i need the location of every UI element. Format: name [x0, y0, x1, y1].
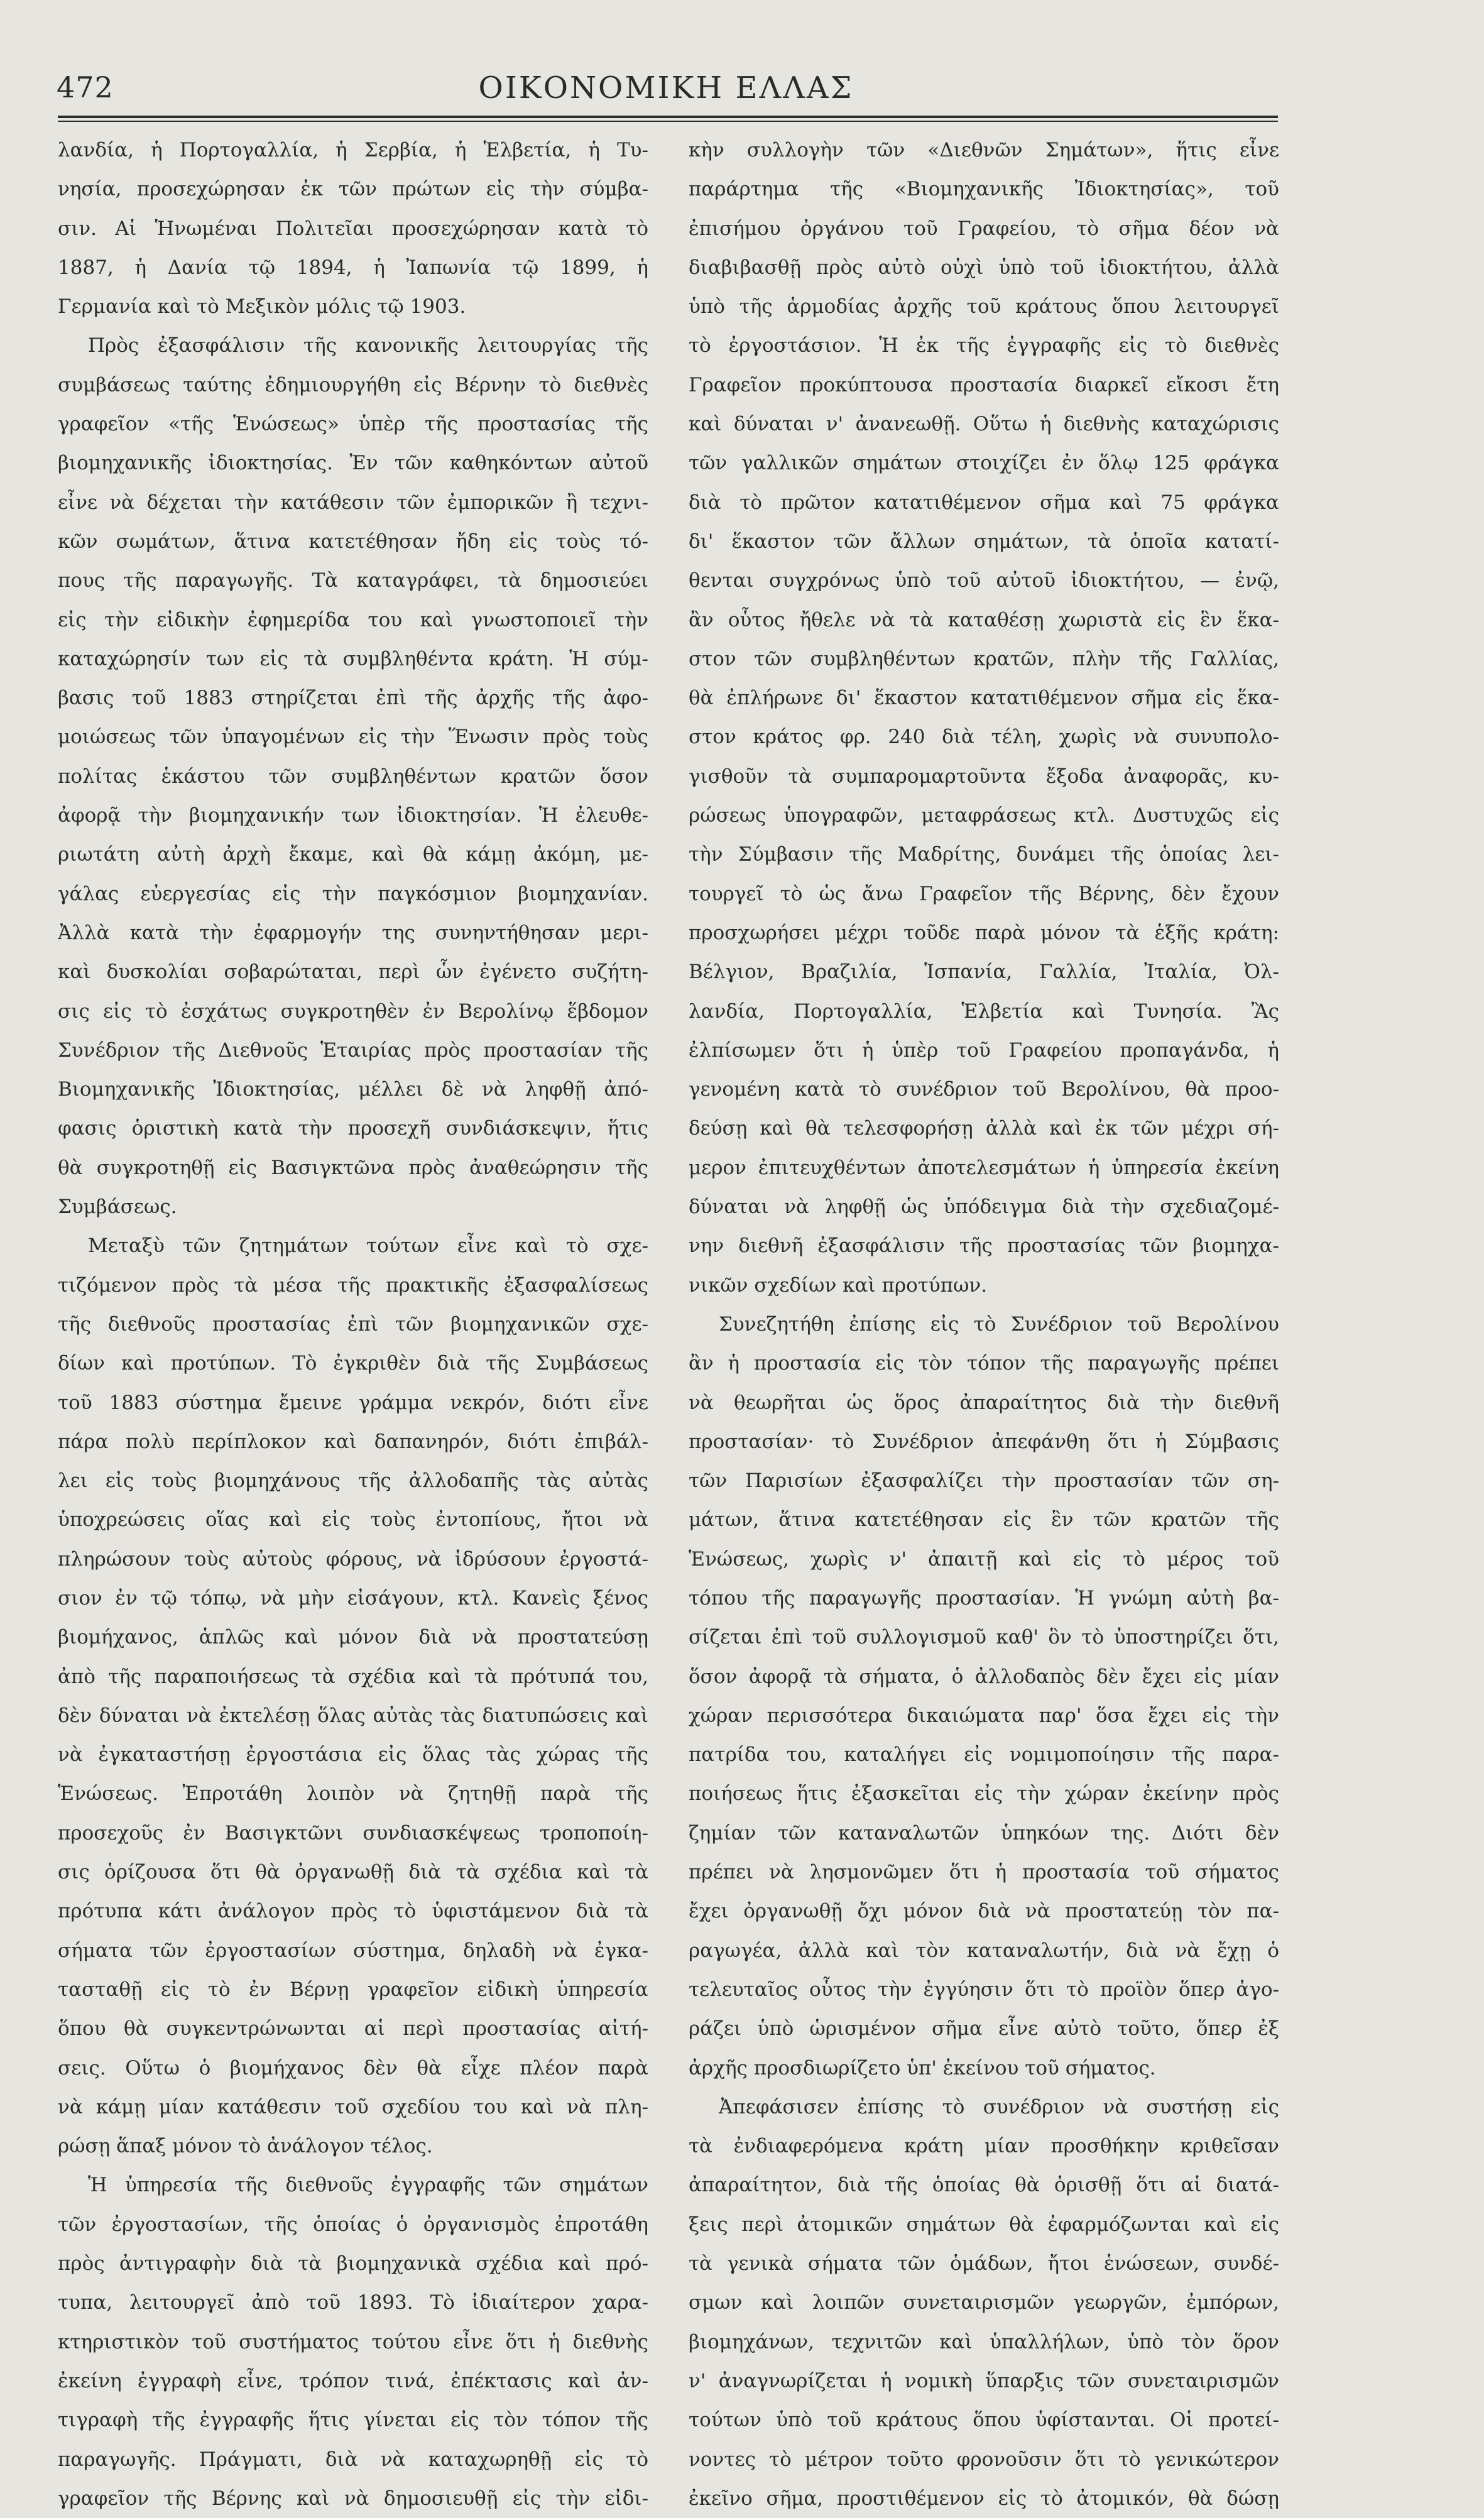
text-line: διὰ τὸ πρῶτον κατατιθέμενον σῆμα καὶ 75 φράγκα: [689, 491, 1279, 514]
text-line: βασις τοῦ 1883 στηρίζεται ἐπὶ τῆς ἀρχῆς τῆς ἀφο-: [58, 687, 648, 710]
text-line: εἰς τὴν εἰδικὴν ἐφημερίδα του καὶ γνωστοποιεῖ τὴν: [58, 608, 648, 631]
text-line: ρώσῃ ἅπαξ μόνον τὸ ἀνάλογον τέλος.: [58, 2135, 433, 2158]
text-line: ποιήσεως ἥτις ἐξασκεῖται εἰς τὴν χώραν ἐκείνην πρὸς: [689, 1782, 1279, 1806]
text-line: κῶν σωμάτων, ἅτινα κατετέθησαν ἤδη εἰς τοὺς τό-: [58, 530, 648, 553]
text-line: τὰ γενικὰ σήματα τῶν ὁμάδων, ἤτοι ἑνώσεων, συνδέ-: [689, 2252, 1279, 2275]
text-line: τῆς διεθνοῦς προστασίας ἐπὶ τῶν βιομηχανικῶν σχε-: [58, 1312, 648, 1336]
text-line: δύναται νὰ ληφθῇ ὡς ὑπόδειγμα διὰ τὴν σχεδιαζομέ-: [689, 1196, 1279, 1219]
text-line: διαβιβασθῇ πρὸς αὐτὸ οὐχὶ ὑπὸ τοῦ ἰδιοκτήτου, ἀλλὰ: [689, 256, 1279, 279]
text-line: παραγωγῆς. Πράγματι, διὰ νὰ καταχωρηθῇ εἰς τὸ: [58, 2448, 648, 2471]
text-line: Βιομηχανικῆς Ἰδιοκτησίας, μέλλει δὲ νὰ ληφθῇ ἀπό-: [58, 1078, 648, 1101]
text-line: τῶν ἐργοστασίων, τῆς ὁποίας ὁ ὀργανισμὸς ἐπροτάθη: [58, 2213, 648, 2236]
text-line: ρώσεως ὑπογραφῶν, μεταφράσεως κτλ. Δυστυχῶς εἰς: [689, 804, 1279, 827]
text-line: σις ὁρίζουσα ὅτι θὰ ὀργανωθῇ διὰ τὰ σχέδια καὶ τὰ: [58, 1861, 648, 1884]
text-line: μάτων, ἅτινα κατετέθησαν εἰς ἓν τῶν κρατῶν τῆς: [689, 1508, 1279, 1532]
journal-title: ΟΙΚΟΝΟΜΙΚΗ ΕΛΛΑΣ: [478, 70, 854, 106]
text-line: λανδία, Πορτογαλλία, Ἑλβετία καὶ Τυνησία. Ἂς: [689, 1000, 1279, 1023]
text-line: Γραφεῖον προκύπτουσα προστασία διαρκεῖ εἴκοσι ἔτη: [689, 373, 1279, 396]
text-line: ἂν οὗτος ἤθελε νὰ τὰ καταθέσῃ χωριστὰ εἰς ἓν ἕκα-: [689, 608, 1279, 631]
text-line: συμβάσεως ταύτης ἐδημιουργήθη εἰς Βέρνην τὸ διεθνὲς: [58, 373, 648, 396]
text-line: Μεταξὺ τῶν ζητημάτων τούτων εἶνε καὶ τὸ σχε-: [88, 1234, 648, 1258]
text-line: βιομήχανος, ἁπλῶς καὶ μόνον διὰ νὰ προστατεύσῃ: [58, 1626, 648, 1649]
text-line: σιον ἐν τῷ τόπῳ, νὰ μὴν εἰσάγουν, κτλ. Κανεὶς ξένος: [58, 1586, 648, 1610]
text-line: νικῶν σχεδίων καὶ προτύπων.: [689, 1273, 988, 1297]
text-line: σίζεται ἐπὶ τοῦ συλλογισμοῦ καθ' ὃν τὸ ὑποστηρίζει ὅτι,: [689, 1626, 1279, 1649]
text-line: γραφεῖον «τῆς Ἑνώσεως» ὑπὲρ τῆς προστασίας τῆς: [58, 413, 648, 436]
text-line: νησία, προσεχώρησαν ἐκ τῶν πρώτων εἰς τὴν σύμβα-: [58, 178, 648, 201]
text-line: νὰ ἐγκαταστήσῃ ἐργοστάσια εἰς ὅλας τὰς χώρας τῆς: [58, 1743, 648, 1767]
right-column: [689, 131, 1279, 2518]
text-line: Ἑνώσεως. Ἐπροτάθη λοιπὸν νὰ ζητηθῇ παρὰ τῆς: [58, 1782, 648, 1806]
text-line: δι' ἕκαστον τῶν ἄλλων σημάτων, τὰ ὁποῖα κατατί-: [689, 530, 1279, 553]
text-line: πους τῆς παραγωγῆς. Τὰ καταγράφει, τὰ δημοσιεύει: [58, 569, 648, 592]
text-line: σιν. Αἱ Ἡνωμέναι Πολιτεῖαι προσεχώρησαν κατὰ τὸ: [58, 217, 648, 240]
text-line: σήματα τῶν ἐργοστασίων σύστημα, δηλαδὴ νὰ ἐγκα-: [58, 1939, 648, 1962]
text-line: τὸ ἐργοστάσιον. Ἡ ἐκ τῆς ἐγγραφῆς εἰς τὸ διεθνὲς: [689, 334, 1279, 357]
text-line: εἶνε νὰ δέχεται τὴν κατάθεσιν τῶν ἐμπορικῶν ἢ τεχνι-: [58, 491, 648, 514]
text-line: Ἑνώσεως, χωρὶς ν' ἀπαιτῇ καὶ εἰς τὸ μέρος τοῦ: [689, 1547, 1279, 1571]
text-line: γενομένη κατὰ τὸ συνέδριον τοῦ Βερολίνου, θὰ προο-: [689, 1078, 1279, 1101]
text-line: τοῦ 1883 σύστημα ἔμεινε γράμμα νεκρόν, διότι εἶνε: [58, 1391, 648, 1414]
text-line: Βέλγιον, Βραζιλία, Ἱσπανία, Γαλλία, Ἰταλία, Ὀλ-: [689, 961, 1279, 984]
text-line: 1887, ἡ Δανία τῷ 1894, ἡ Ἰαπωνία τῷ 1899, ἡ: [58, 256, 648, 279]
text-line: τιζόμενον πρὸς τὰ μέσα τῆς πρακτικῆς ἐξασφαλίσεως: [58, 1273, 648, 1297]
text-line: καὶ δυσκολίαι σοβαρώταται, περὶ ὧν ἐγένετο συζήτη-: [58, 961, 648, 984]
text-line: Γερμανία καὶ τὸ Μεξικὸν μόλις τῷ 1903.: [58, 295, 466, 319]
text-line: Ἡ ὑπηρεσία τῆς διεθνοῦς ἐγγραφῆς τῶν σημάτων: [88, 2174, 648, 2197]
text-line: ράζει ὑπὸ ὡρισμένον σῆμα εἶνε αὐτὸ τοῦτο, ὅπερ ἐξ: [689, 2017, 1279, 2041]
text-line: κὴν συλλογὴν τῶν «Διεθνῶν Σημάτων», ἥτις εἶνε: [689, 139, 1279, 161]
text-line: θὰ ἐπλήρωνε δι' ἕκαστον κατατιθέμενον σῆμα εἰς ἕκα-: [689, 687, 1279, 710]
text-line: προσχωρήσει μέχρι τοῦδε παρὰ μόνον τὰ ἑξῆς κράτη:: [689, 921, 1279, 944]
text-line: νὰ θεωρῆται ὡς ὅρος ἀπαραίτητος διὰ τὴν διεθνῆ: [689, 1391, 1279, 1414]
text-line: θενται συγχρόνως ὑπὸ τοῦ αὐτοῦ ἰδιοκτήτου, — ἐνῷ,: [689, 569, 1279, 592]
text-line: δίων καὶ προτύπων. Τὸ ἐγκριθὲν διὰ τῆς Συμβάσεως: [58, 1352, 648, 1375]
text-line: γάλας εὐεργεσίας εἰς τὴν παγκόσμιον βιομηχανίαν.: [58, 882, 648, 905]
text-line: χώραν περισσότερα δικαιώματα παρ' ὅσα ἔχει εἰς τὴν: [689, 1704, 1279, 1727]
text-line: νὰ κάμῃ μίαν κατάθεσιν τοῦ σχεδίου του καὶ νὰ πλη-: [58, 2095, 648, 2118]
text-line: τυπα, λειτουργεῖ ἀπὸ τοῦ 1893. Τὸ ἰδιαίτερον χαρα-: [58, 2291, 648, 2314]
text-line: λανδία, ἡ Πορτογαλλία, ἡ Σερβία, ἡ Ἑλβετία, ἡ Τυ-: [58, 139, 648, 161]
text-line: προσεχοῦς ἐν Βασιγκτῶνι συνδιασκέψεως τροποποίη-: [58, 1821, 648, 1845]
text-line: νην διεθνῆ ἐξασφάλισιν τῆς προστασίας τῶν βιομηχα-: [689, 1234, 1279, 1258]
text-line: τὴν Σύμβασιν τῆς Μαδρίτης, δυνάμει τῆς ὁποίας λει-: [689, 843, 1279, 866]
text-line: στον κράτος φρ. 240 διὰ τέλη, χωρὶς νὰ συνυπολο-: [689, 726, 1279, 749]
text-line: φασις ὁριστικὴ κατὰ τὴν προσεχῆ συνδιάσκεψιν, ἥτις: [58, 1117, 648, 1140]
text-line: στον τῶν συμβληθέντων κρατῶν, πλὴν τῆς Γαλλίας,: [689, 647, 1279, 670]
text-line: δὲν δύναται νὰ ἐκτελέσῃ ὅλας αὐτὰς τὰς διατυπώσεις καὶ: [58, 1704, 648, 1727]
text-line: Συνέδριον τῆς Διεθνοῦς Ἑταιρίας πρὸς προστασίαν τῆς: [58, 1038, 648, 1062]
text-line: ἐκείνη ἐγγραφὴ εἶνε, τρόπον τινά, ἐπέκτασις καὶ ἀν-: [58, 2369, 648, 2392]
text-line: γισθοῦν τὰ συμπαρομαρτοῦντα ἔξοδα ἀναφορᾶς, κυ-: [689, 765, 1279, 788]
text-line: ὅσον ἀφορᾷ τὰ σήματα, ὁ ἀλλοδαπὸς δὲν ἔχει εἰς μίαν: [689, 1665, 1279, 1688]
text-line: τούτων ὑπὸ τοῦ κράτους ὅπου ὑφίστανται. Οἱ προτεί-: [689, 2409, 1279, 2432]
text-line: ἀπαραίτητον, διὰ τῆς ὁποίας θὰ ὁρισθῇ ὅτι αἱ διατά-: [689, 2174, 1279, 2197]
text-line: μοιώσεως τῶν ὑπαγομένων εἰς τὴν Ἕνωσιν πρὸς τοὺς: [58, 726, 648, 749]
text-line: τόπου τῆς παραγωγῆς προστασίαν. Ἡ γνώμη αὐτὴ βα-: [689, 1586, 1279, 1610]
text-line: μερον ἐπιτευχθέντων ἀποτελεσμάτων ἡ ὑπηρεσία ἐκείνη: [689, 1156, 1279, 1179]
text-line: τασταθῇ εἰς τὸ ἐν Βέρνῃ γραφεῖον εἰδικὴ ὑπηρεσία: [58, 1978, 648, 2001]
text-line: ἀπὸ τῆς παραποιήσεως τὰ σχέδια καὶ τὰ πρότυπά του,: [58, 1665, 648, 1688]
text-line: λει εἰς τοὺς βιομηχάνους τῆς ἀλλοδαπῆς τὰς αὐτὰς: [58, 1469, 648, 1493]
text-columns: [58, 131, 1279, 2510]
text-line: ἐλπίσωμεν ὅτι ἡ ὑπὲρ τοῦ Γραφείου προπαγάνδα, ἡ: [689, 1038, 1279, 1062]
text-line: τιγραφὴ τῆς ἐγγραφῆς ἥτις γίνεται εἰς τὸν τόπον τῆς: [58, 2409, 648, 2432]
left-column: [58, 131, 648, 2518]
text-line: πρὸς ἀντιγραφὴν διὰ τὰ βιομηχανικὰ σχέδια καὶ πρό-: [58, 2252, 648, 2275]
text-line: ὑποχρεώσεις οἵας καὶ εἰς τοὺς ἐντοπίους, ἤτοι νὰ: [58, 1508, 648, 1532]
text-line: τὰ ἐνδιαφερόμενα κράτη μίαν προσθήκην κριθεῖσαν: [689, 2135, 1279, 2158]
text-line: βιομηχανικῆς ἰδιοκτησίας. Ἐν τῶν καθηκόντων αὐτοῦ: [58, 452, 648, 475]
text-line: ἐκεῖνο σῆμα, προστιθέμενον εἰς τὸ ἀτομικόν, θὰ δώσῃ: [689, 2487, 1279, 2510]
text-line: νοντες τὸ μέτρον τοῦτο φρονοῦσιν ὅτι τὸ γενικώτερον: [689, 2448, 1279, 2471]
text-line: πρέπει νὰ λησμονῶμεν ὅτι ἡ προστασία τοῦ σήματος: [689, 1861, 1279, 1884]
text-line: ἀφορᾷ τὴν βιομηχανικήν των ἰδιοκτησίαν. Ἡ ἐλευθε-: [58, 804, 648, 827]
text-line: κτηριστικὸν τοῦ συστήματος τούτου εἶνε ὅτι ἡ διεθνὴς: [58, 2330, 648, 2353]
text-line: σμων καὶ λοιπῶν συνεταιρισμῶν γεωργῶν, ἐμπόρων,: [689, 2291, 1279, 2314]
text-line: παράρτημα τῆς «Βιομηχανικῆς Ἰδιοκτησίας», τοῦ: [689, 178, 1279, 201]
text-line: ἂν ἡ προστασία εἰς τὸν τόπον τῆς παραγωγῆς πρέπει: [689, 1352, 1279, 1375]
text-line: πρότυπα κάτι ἀνάλογον πρὸς τὸ ὑφιστάμενον διὰ τὰ: [58, 1900, 648, 1923]
text-line: γραφεῖον τῆς Βέρνης καὶ νὰ δημοσιευθῇ εἰς τὴν εἰδι-: [58, 2487, 648, 2510]
text-line: ξεις περὶ ἀτομικῶν σημάτων θὰ ἐφαρμόζωνται καὶ εἰς: [689, 2213, 1279, 2236]
text-line: δεύσῃ καὶ θὰ τελεσφορήσῃ ἀλλὰ καὶ ἐκ τῶν μέχρι σή-: [689, 1117, 1279, 1140]
text-line: θὰ συγκροτηθῇ εἰς Βασιγκτῶνα πρὸς ἀναθεώρησιν τῆς: [58, 1156, 648, 1179]
text-line: καταχώρησίν των εἰς τὰ συμβληθέντα κράτη. Ἡ σύμ-: [58, 647, 648, 670]
text-line: ριωτάτη αὐτὴ ἀρχὴ ἔκαμε, καὶ θὰ κάμῃ ἀκόμη, με-: [58, 843, 648, 866]
text-line: ραγωγέα, ἀλλὰ καὶ τὸν καταναλωτήν, διὰ νὰ ἔχῃ ὁ: [689, 1939, 1279, 1962]
header-rule-thin: [58, 121, 1278, 122]
running-header: [57, 70, 1275, 109]
page-number: 472: [57, 70, 114, 104]
text-line: Συμβάσεως.: [58, 1196, 177, 1219]
text-line: ζημίαν τῶν καταναλωτῶν ὑπηκόων της. Διότι δὲν: [689, 1821, 1279, 1845]
text-line: καὶ δύναται ν' ἀνανεωθῇ. Οὕτω ἡ διεθνὴς καταχώρισις: [689, 413, 1279, 436]
text-line: τελευταῖος οὗτος τὴν ἐγγύησιν ὅτι τὸ προϊὸν ὅπερ ἀγο-: [689, 1978, 1279, 2001]
text-line: ὑπὸ τῆς ἁρμοδίας ἀρχῆς τοῦ κράτους ὅπου λειτουργεῖ: [689, 295, 1279, 319]
text-line: Ἀπεφάσισεν ἐπίσης τὸ συνέδριον νὰ συστήσῃ εἰς: [719, 2095, 1279, 2118]
text-line: πατρίδα του, καταλήγει εἰς νομιμοποίησιν τῆς παρα-: [689, 1743, 1279, 1767]
header-rule-thick: [58, 116, 1278, 118]
text-line: τῶν γαλλικῶν σημάτων στοιχίζει ἐν ὅλῳ 125 φράγκα: [689, 452, 1279, 475]
text-line: Συνεζητήθη ἐπίσης εἰς τὸ Συνέδριον τοῦ Βερολίνου: [719, 1312, 1279, 1336]
text-line: ἔχει ὀργανωθῇ ὄχι μόνον διὰ νὰ προστατεύῃ τὸν πα-: [689, 1900, 1279, 1923]
text-line: τουργεῖ τὸ ὡς ἄνω Γραφεῖον τῆς Βέρνης, δὲν ἔχουν: [689, 882, 1279, 905]
text-line: ἐπισήμου ὀργάνου τοῦ Γραφείου, τὸ σῆμα δέον νὰ: [689, 217, 1279, 240]
text-line: ἀρχῆς προσδιωρίζετο ὑπ' ἐκείνου τοῦ σήματος.: [689, 2056, 1156, 2079]
text-line: σεις. Οὕτω ὁ βιομήχανος δὲν θὰ εἶχε πλέον παρὰ: [58, 2056, 648, 2079]
text-line: σις εἰς τὸ ἐσχάτως συγκροτηθὲν ἐν Βερολίνῳ ἕβδομον: [58, 1000, 648, 1023]
text-line: ὅπου θὰ συγκεντρώνωνται αἱ περὶ προστασίας αἰτή-: [58, 2017, 648, 2041]
text-line: Πρὸς ἐξασφάλισιν τῆς κανονικῆς λειτουργίας τῆς: [88, 334, 648, 357]
text-line: ν' ἀναγνωρίζεται ἡ νομικὴ ὕπαρξις τῶν συνεταιρισμῶν: [689, 2369, 1279, 2392]
text-line: πάρα πολὺ περίπλοκον καὶ δαπανηρόν, διότι ἐπιβάλ-: [58, 1430, 648, 1453]
text-line: προστασίαν· τὸ Συνέδριον ἀπεφάνθη ὅτι ἡ Σύμβασις: [689, 1430, 1279, 1453]
text-line: βιομηχάνων, τεχνιτῶν καὶ ὑπαλλήλων, ὑπὸ τὸν ὅρον: [689, 2330, 1279, 2353]
text-line: τῶν Παρισίων ἐξασφαλίζει τὴν προστασίαν τῶν ση-: [689, 1469, 1279, 1493]
text-line: πληρώσουν τοὺς αὐτοὺς φόρους, νὰ ἱδρύσουν ἐργοστά-: [58, 1547, 648, 1571]
text-line: Ἀλλὰ κατὰ τὴν ἐφαρμογήν της συνηντήθησαν μερι-: [58, 921, 648, 944]
text-line: πολίτας ἑκάστου τῶν συμβληθέντων κρατῶν ὅσον: [58, 765, 648, 788]
